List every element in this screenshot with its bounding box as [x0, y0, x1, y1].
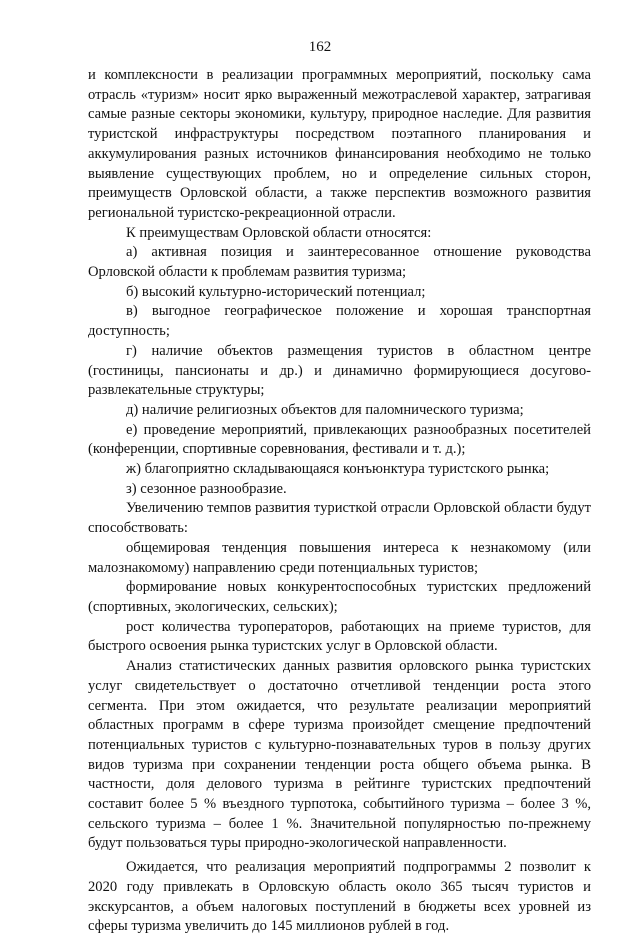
list-item-d: д) наличие религиозных объектов для паломнического туризма;	[126, 401, 524, 418]
paragraph-intro: и комплексности в реализации программных мероприятий, поскольку сама отрасль «туризм» носит ярко выраженный межотраслевой характер, затрагивая самые разные секторы экономики, культуру, природное наследие. Для развития туристской инфраструктуры посредством поэтапного планирования и аккумулирования разных источников финансирования необходимо не только выявление существующих проблем, но и определение сильных сторон, преимуществ Орловской области, а также перспектив возможного развития региональной туристско-рекреационной отрасли.	[88, 67, 591, 221]
paragraph-expectations: Ожидается, что реализация мероприятий подпрограммы 2 позволит к 2020 году привлекать в Орловскую область около 365 тысяч туристов и экскурсантов, а объем налоговых поступлений в бюджеты всех уровней из сферы туризма увеличить до 145 миллионов рублей в год.	[88, 859, 591, 935]
list-item-e: е) проведение мероприятий, привлекающих разнообразных посетителей (конференции, спортивные соревнования, фестивали и т. д.);	[88, 421, 591, 458]
paragraph-analysis: Анализ статистических данных развития орловского рынка туристских услуг свидетельствует о достаточно отчетливой тенденции роста этого сегмента. При этом ожидается, что результате реализации мероприятий областных программ в сфере туризма произойдет смещение предпочтений потенциальных туристов с культурно-познавательных туров в пользу других видов туризма при сохранении тенденции роста общего объема рынка. В частности, доля делового туризма в рейтинге туристских предпочтений составит более 5 % въездного турпотока, событийного туризма – более 3 %, сельского туризма – более 1 %. Значительной популярностью по-прежнему будут пользоваться туры природно-экологической направленности.	[88, 658, 591, 852]
list-item-b: б) высокий культурно-исторический потенциал;	[126, 283, 426, 300]
document-body	[88, 66, 591, 937]
list-item-tour-operators: рост количества туроператоров, работающих на приеме туристов, для быстрого освоения рынка туристских услуг в Орловской области.	[88, 618, 591, 655]
page-number: 162	[308, 39, 332, 55]
paragraph-growth-factors: Увеличению темпов развития туристкой отрасли Орловской области будут способствовать:	[88, 500, 591, 537]
list-item-zh: ж) благоприятно складывающаяся конъюнктура туристского рынка;	[126, 461, 550, 478]
list-item-v: в) выгодное географическое положение и хорошая транспортная доступность;	[88, 303, 591, 340]
list-item-new-offers: формирование новых конкурентоспособных туристских предложений (спортивных, экологических, сельских);	[88, 579, 591, 615]
list-item-a: а) активная позиция и заинтересованное отношение руководства Орловской области к проблемам развития туризма;	[88, 244, 591, 281]
list-item-global-trend: общемировая тенденция повышения интереса к незнакомому (или малознакомому) направлению среди потенциальных туристов;	[88, 539, 591, 576]
paragraph-advantages-heading: К преимуществам Орловской области относятся:	[126, 224, 432, 241]
list-item-g: г) наличие объектов размещения туристов в областном центре (гостиницы, пансионаты и др.) и динамично формирующиеся досугово-развлекательные структуры;	[88, 342, 591, 399]
list-item-z: з) сезонное разнообразие.	[126, 480, 287, 497]
